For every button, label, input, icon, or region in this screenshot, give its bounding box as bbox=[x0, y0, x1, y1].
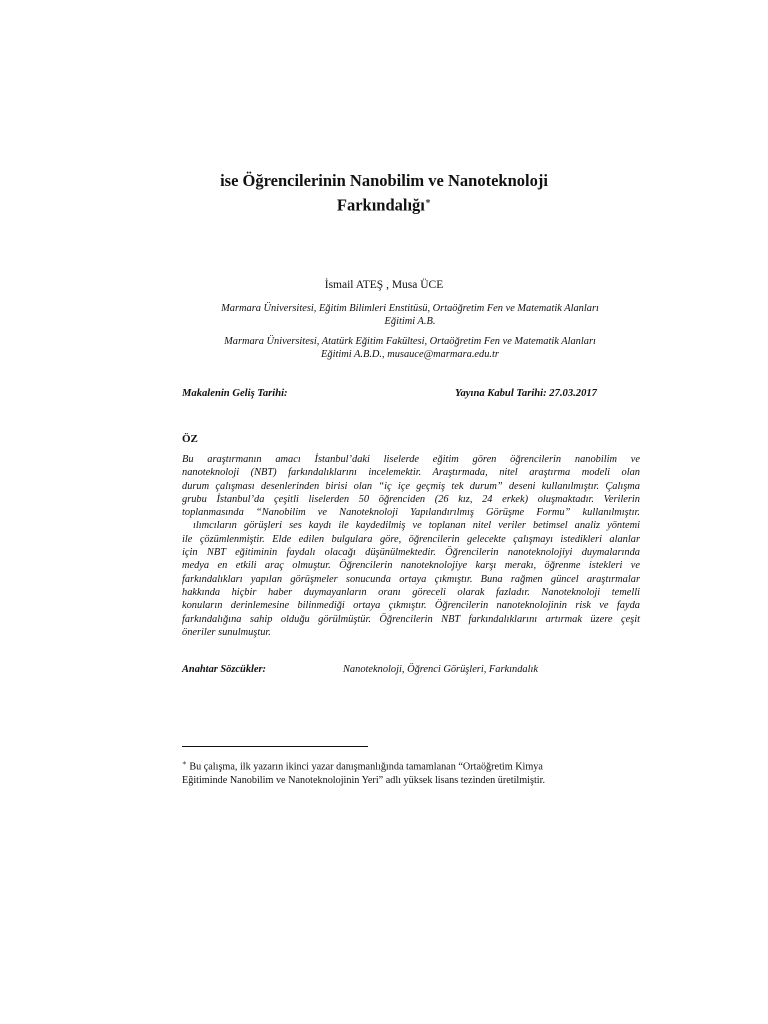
footnote-line-1 bbox=[182, 756, 632, 774]
received-date-label: Makalenin Geliş Tarihi: bbox=[182, 388, 288, 399]
accepted-date-label: Yayına Kabul Tarihi: 27.03.2017 bbox=[455, 388, 597, 399]
abstract-line: farkındalığına sahip olduğu görülmüştür. Öğrencilerin NBT farkındalıklarını artırmak üzere çeşit bbox=[182, 613, 640, 625]
footnote-marker: ∗ bbox=[182, 759, 187, 767]
keywords-label: Anahtar Sözcükler: bbox=[182, 664, 267, 675]
affiliation-2-line-1: Marmara Üniversitesi, Atatürk Eğitim Fakültesi, Ortaöğretim Fen ve Matematik Alanları bbox=[224, 336, 596, 347]
affiliation-1 bbox=[190, 302, 630, 328]
abstract-body bbox=[182, 453, 640, 639]
abstract-line: Bu araştırmanın amacı İstanbul’daki liselerde eğitim gören öğrencilerin nanobilim ve bbox=[182, 454, 640, 465]
abstract-line: toplanmasında “Nanobilim ve Nanoteknoloji Yapılandırılmış Görüşme Formu” kullanılmıştır. bbox=[182, 507, 640, 519]
abstract-line: öneriler sunulmuştur. bbox=[182, 626, 271, 638]
keywords-values: Nanoteknoloji, Öğrenci Görüşleri, Farkındalık bbox=[343, 664, 538, 675]
abstract-line: ılımcıların görüşleri ses kaydı ile kaydedilmiş ve toplanan nitel veriler betimsel analiz yöntemi bbox=[193, 520, 640, 532]
affiliation-2 bbox=[190, 335, 630, 361]
abstract-line: konuların derinlemesine bilinmediği ortaya çıkmıştır. Öğrencilerin nanoteknolojinin risk ve fayda bbox=[182, 600, 640, 612]
abstract-line: grubu İstanbul’da çeşitli liselerden 50 öğrenciden (26 kız, 24 erkek) oluşmaktadır. Verilerin bbox=[182, 493, 640, 505]
abstract-line: medya en etkili araç olmuştur. Öğrencilerin nanoteknolojiye karşı merakı, öğrenme istekleri ve bbox=[182, 560, 640, 572]
abstract-line: için NBT eğitiminin faydalı olacağı düşünülmektedir. Öğrencilerin nanoteknolojiyi duymalarında bbox=[182, 547, 640, 559]
paper-title-line-1: ise Öğrencilerinin Nanobilim ve Nanoteknoloji bbox=[220, 171, 548, 190]
footnote-line-1-text: Bu çalışma, ilk yazarın ikinci yazar danışmanlığında tamamlanan “Ortaöğretim Kimya bbox=[186, 761, 543, 773]
author-list: İsmail ATEŞ , Musa ÜCE bbox=[324, 279, 444, 291]
abstract-line: farkındalıkları yapılan görüşmeler sonucunda ortaya çıkmıştır. Buna rağmen güncel araştırmalar bbox=[182, 573, 640, 585]
paper-title-line-2 bbox=[150, 191, 618, 216]
paper-title bbox=[150, 171, 618, 216]
abstract-heading: ÖZ bbox=[182, 433, 198, 445]
affiliation-1-line-1: Marmara Üniversitesi, Eğitim Bilimleri Enstitüsü, Ortaöğretim Fen ve Matematik Alanları bbox=[221, 303, 599, 314]
abstract-line: nanoteknoloji (NBT) farkındalıklarını incelemektir. Araştırmada, nitel araştırma modeli olan bbox=[182, 467, 640, 479]
affiliation-2-line-2: Eğitimi A.B.D., musauce@marmara.edu.tr bbox=[321, 349, 499, 360]
abstract-line: hakkında hiçbir haber duymayanların oranı göreceli olarak fazladır. Nanoteknoloji temelli bbox=[182, 586, 640, 598]
abstract-line: ile çözümlenmiştir. Elde edilen bulgulara göre, öğrencilerin gelecekte çalışmayı istedikleri alanlar bbox=[182, 533, 640, 545]
footnote bbox=[182, 756, 632, 788]
abstract-line: durum çalışması desenlerinden birisi olan “iç içe geçmiş tek durum” deseni kullanılmıştır. Çalışma bbox=[182, 480, 640, 492]
footnote-line-2: Eğitiminde Nanobilim ve Nanoteknolojinin Yeri” adlı yüksek lisans tezinden üretilmiştir. bbox=[182, 775, 546, 787]
affiliation-1-line-2: Eğitimi A.B. bbox=[384, 316, 436, 327]
paper-title-line-2-text: Farkındalığı bbox=[336, 195, 425, 215]
footnote-marker: ∗ bbox=[424, 196, 432, 206]
footnote-divider bbox=[182, 746, 368, 747]
